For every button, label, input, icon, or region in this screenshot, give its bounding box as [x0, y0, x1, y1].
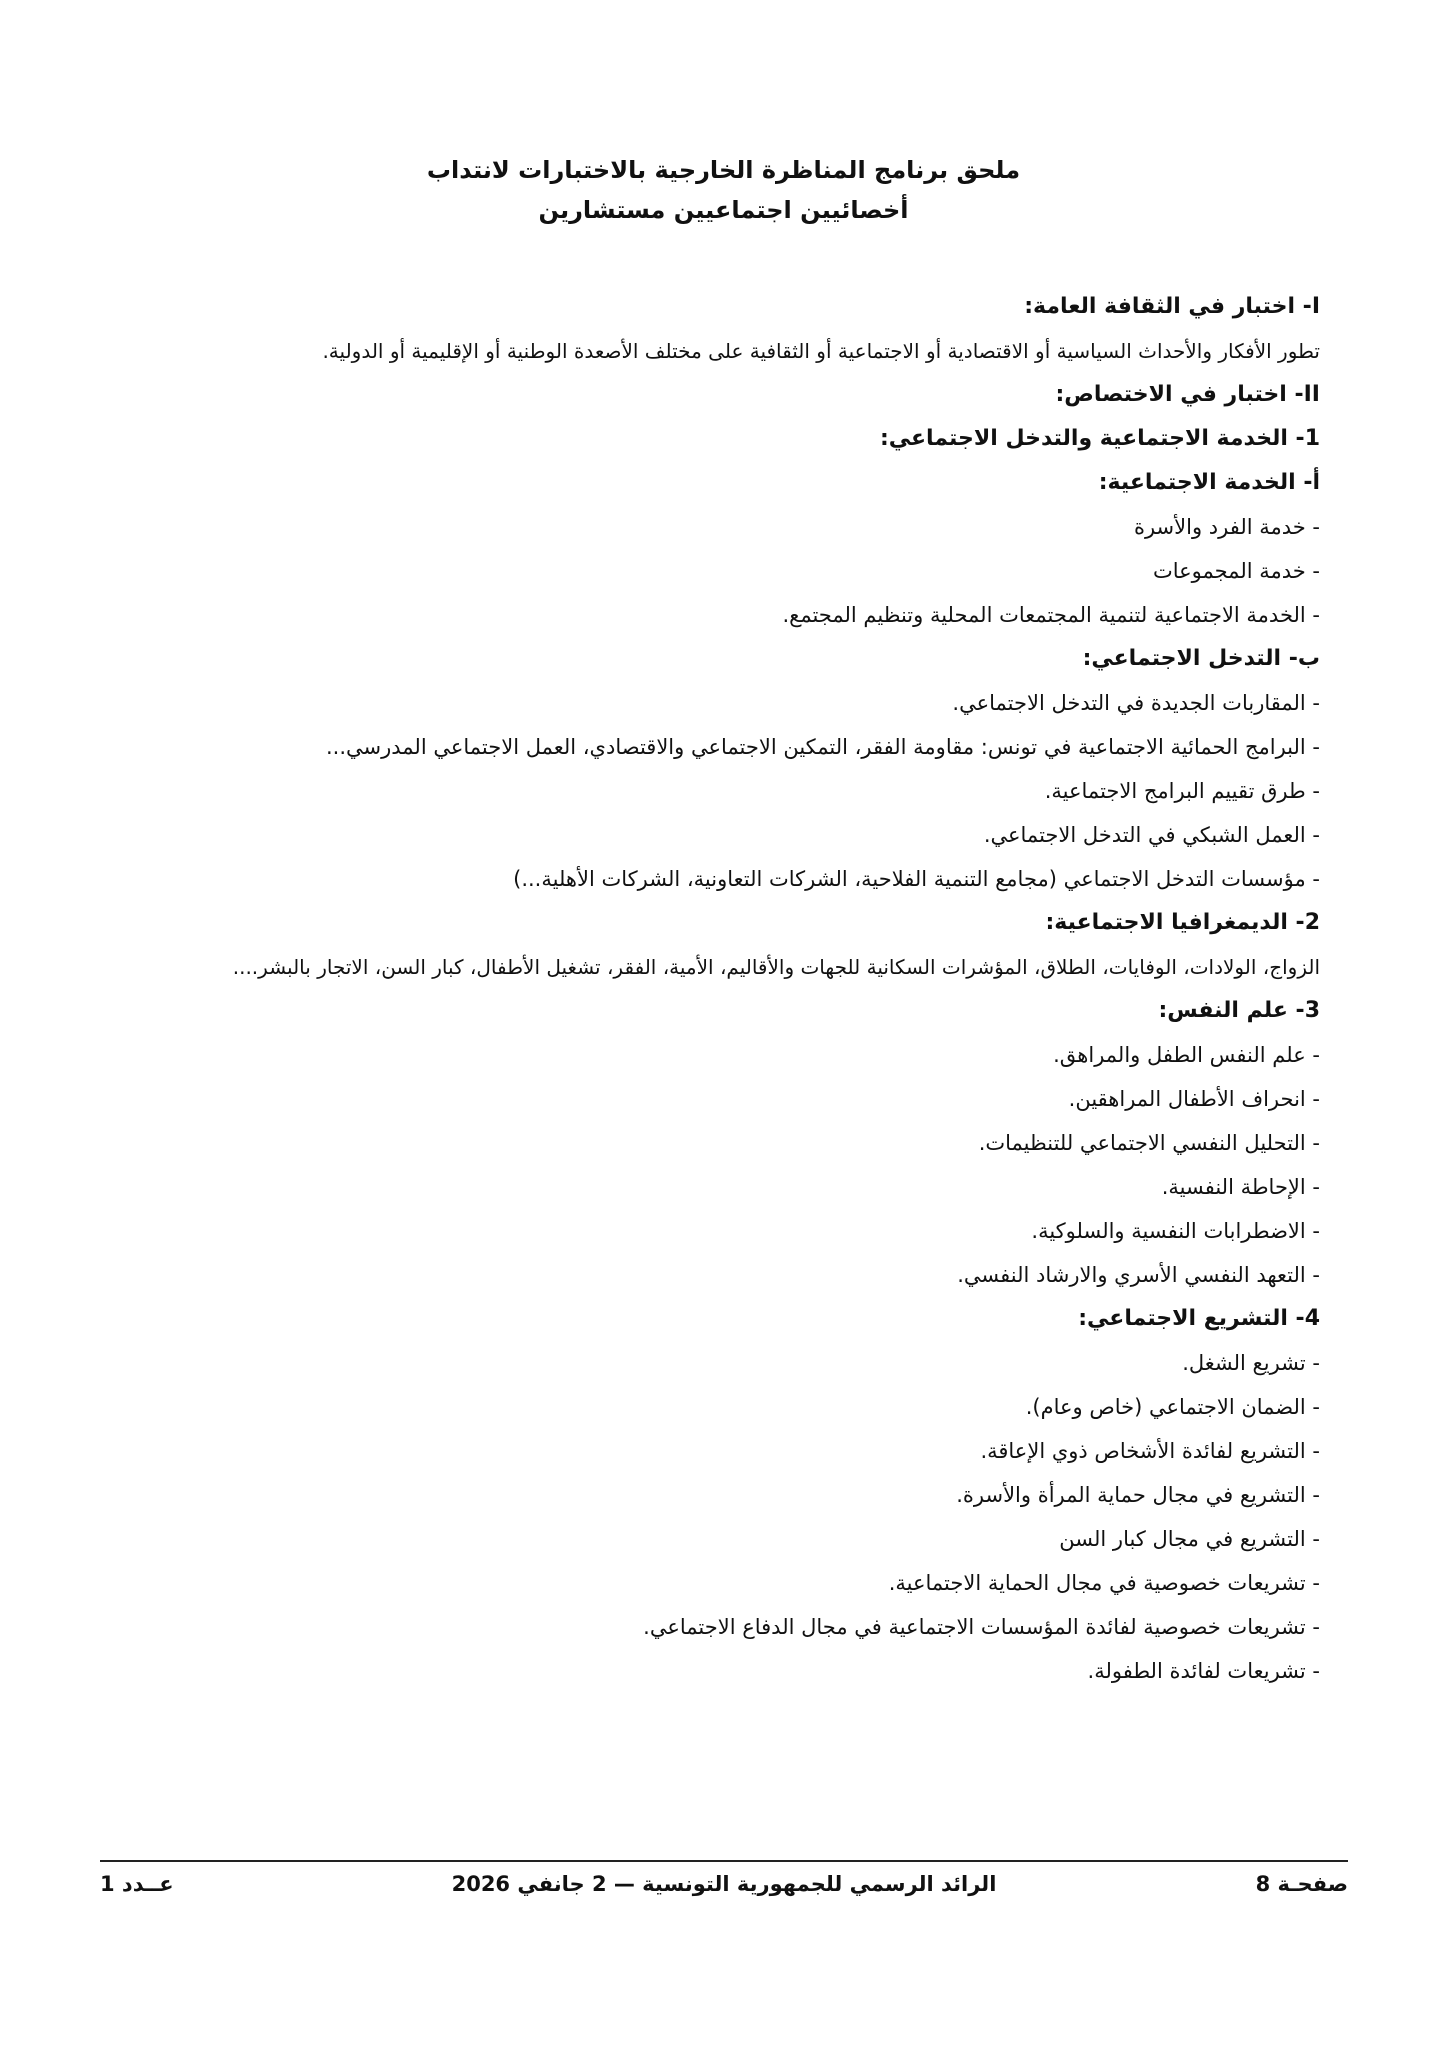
list-item: - المقاربات الجديدة في التدخل الاجتماعي. — [952, 691, 1320, 715]
section-heading: 3- علم النفس: — [1158, 998, 1320, 1023]
body-paragraph: تطور الأفكار والأحداث السياسية أو الاقتصادية أو الاجتماعية أو الثقافية على مختلف الأصعدة الوطنية أو الإقليمية أو الدولية. — [322, 339, 1320, 363]
title-line-1: ملحق برنامج المناظرة الخارجية بالاختبارات لانتداب — [426, 156, 1021, 184]
list-item: - مؤسسات التدخل الاجتماعي (مجامع التنمية الفلاحية، الشركات التعاونية، الشركات الأهلية...) — [513, 867, 1320, 891]
list-item: - الخدمة الاجتماعية لتنمية المجتمعات المحلية وتنظيم المجتمع. — [782, 603, 1320, 627]
section-heading: ب- التدخل الاجتماعي: — [1082, 646, 1320, 671]
list-item: - علم النفس الطفل والمراهق. — [1053, 1043, 1320, 1067]
section-heading: II- اختبار في الاختصاص: — [1055, 382, 1320, 407]
section-heading: 1- الخدمة الاجتماعية والتدخل الاجتماعي: — [879, 426, 1320, 451]
list-item: - الاضطرابات النفسية والسلوكية. — [1031, 1219, 1320, 1243]
document-title — [0, 150, 1447, 230]
list-item: - تشريعات خصوصية في مجال الحماية الاجتماعية. — [888, 1571, 1320, 1595]
list-item: - الإحاطة النفسية. — [1161, 1175, 1320, 1199]
list-item: - خدمة الفرد والأسرة — [1133, 515, 1320, 539]
section-heading: 2- الديمغرافيا الاجتماعية: — [1045, 910, 1320, 935]
list-item: - الضمان الاجتماعي (خاص وعام). — [1025, 1395, 1320, 1419]
list-item: - التشريع لفائدة الأشخاص ذوي الإعاقة. — [980, 1439, 1320, 1463]
section-heading: 4- التشريع الاجتماعي: — [1078, 1306, 1320, 1331]
list-item: - انحراف الأطفال المراهقين. — [1068, 1087, 1320, 1111]
list-item: - تشريع الشغل. — [1182, 1351, 1320, 1375]
list-item: - خدمة المجموعات — [1152, 559, 1320, 583]
footer-page-number: صفحـة 8 — [1255, 1872, 1348, 1896]
list-item: - التعهد النفسي الأسري والارشاد النفسي. — [957, 1263, 1320, 1287]
footer-issue-number: عــدد 1 — [100, 1872, 174, 1896]
section-heading: I- اختبار في الثقافة العامة: — [1024, 294, 1320, 319]
list-item: - التحليل النفسي الاجتماعي للتنظيمات. — [978, 1131, 1320, 1155]
list-item: - التشريع في مجال حماية المرأة والأسرة. — [956, 1483, 1320, 1507]
footer-journal-title: الرائد الرسمي للجمهورية التونسية — 2 جانفي 2026 — [451, 1872, 997, 1896]
document-body — [100, 285, 1320, 1693]
section-heading: أ- الخدمة الاجتماعية: — [1098, 470, 1320, 495]
title-line-2: أخصائيين اجتماعيين مستشارين — [538, 196, 909, 224]
footer-divider — [100, 1860, 1348, 1862]
list-item: - تشريعات لفائدة الطفولة. — [1087, 1659, 1320, 1683]
list-item: - تشريعات خصوصية لفائدة المؤسسات الاجتماعية في مجال الدفاع الاجتماعي. — [643, 1615, 1320, 1639]
list-item: - البرامج الحمائية الاجتماعية في تونس: مقاومة الفقر، التمكين الاجتماعي والاقتصادي، العمل الاجتماعي المدرسي... — [325, 735, 1320, 759]
list-item: - التشريع في مجال كبار السن — [1059, 1527, 1320, 1551]
list-item: - العمل الشبكي في التدخل الاجتماعي. — [983, 823, 1320, 847]
body-paragraph: الزواج، الولادات، الوفايات، الطلاق، المؤشرات السكانية للجهات والأقاليم، الأمية، الفقر، تشغيل الأطفال، كبار السن، الاتجار بالبشر.... — [232, 955, 1320, 979]
page-footer — [100, 1872, 1348, 1912]
list-item: - طرق تقييم البرامج الاجتماعية. — [1044, 779, 1320, 803]
